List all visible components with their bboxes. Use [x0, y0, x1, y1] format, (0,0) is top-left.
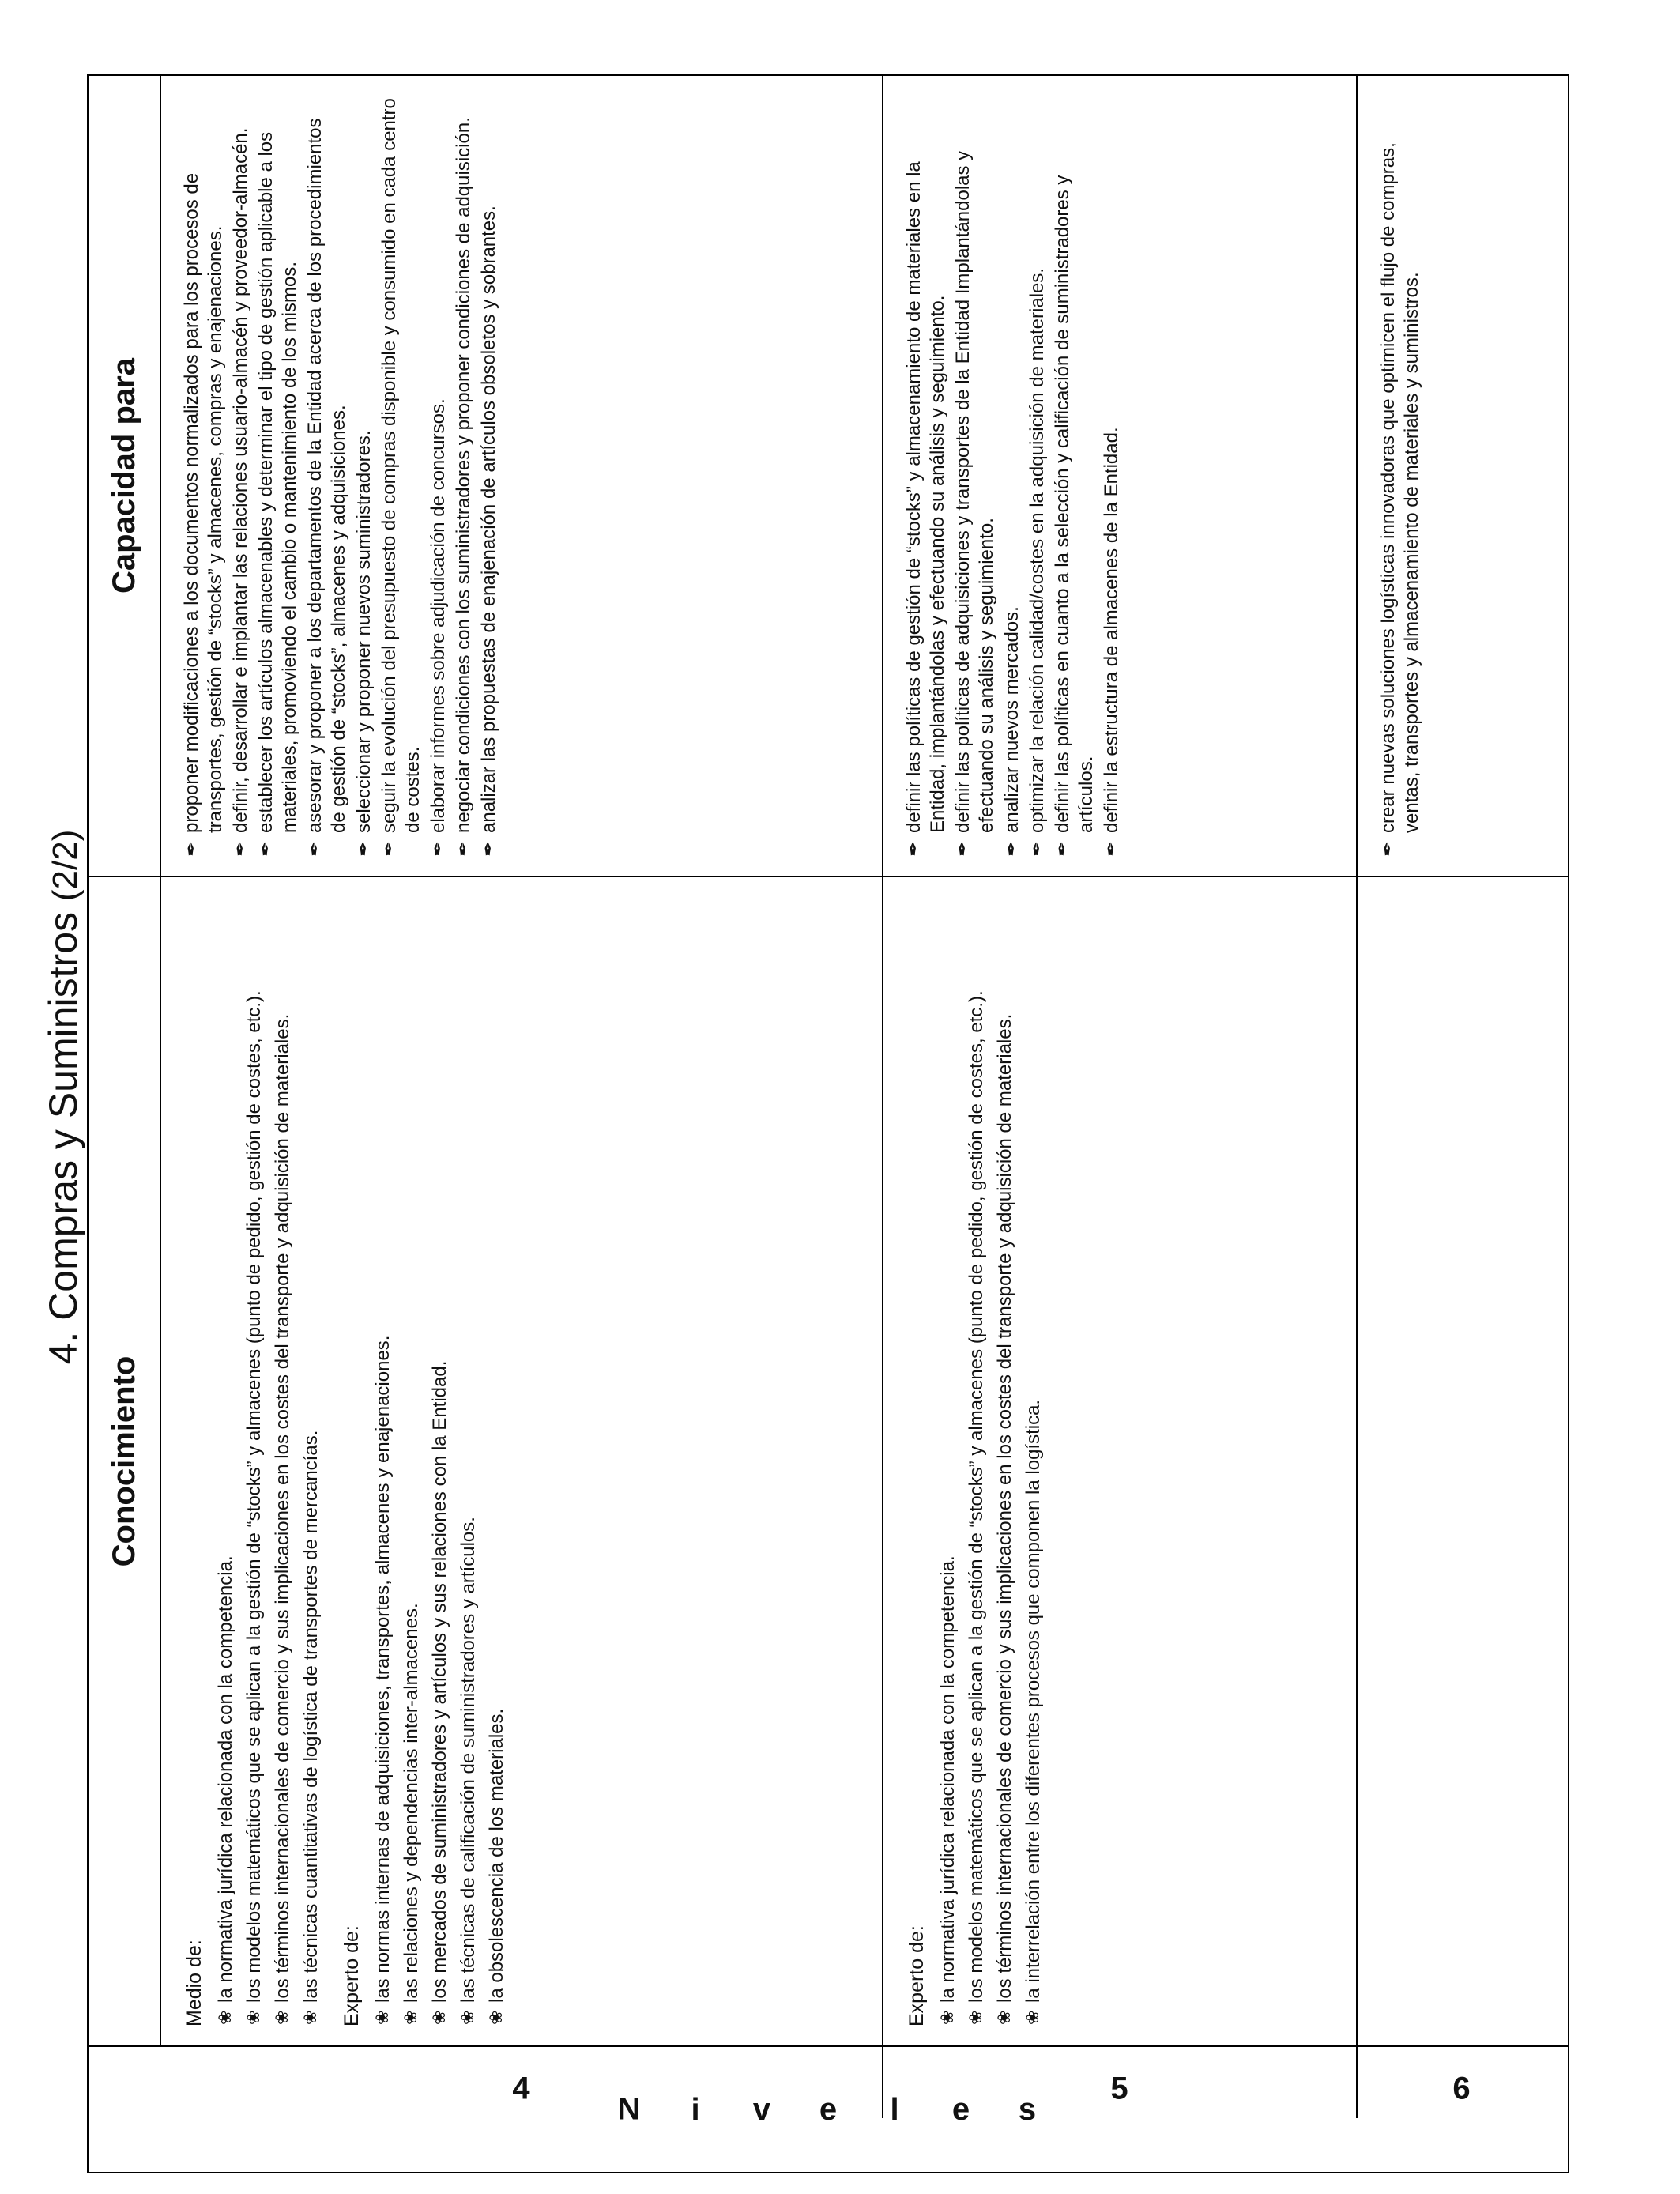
level-row-6	[1358, 76, 1568, 2045]
level-divider	[882, 2047, 883, 2118]
level-row-5	[883, 76, 1358, 2045]
capacidad-cell	[161, 76, 882, 876]
capacity-item	[951, 95, 999, 857]
pen-check-icon: ✒	[903, 840, 925, 857]
capacity-item-text: definir las políticas en cuanto a la selección y calificación de suministradores y artículos.	[1052, 175, 1097, 833]
capacidad-cell	[883, 76, 1356, 876]
knowledge-level-label: Medio de:	[183, 1940, 205, 2026]
ring-bullet-icon: ❀	[215, 2010, 235, 2025]
knowledge-item	[936, 896, 960, 2026]
knowledge-item	[214, 896, 238, 2026]
capacity-item-text: definir la estructura de almacenes de la Entidad.	[1101, 427, 1122, 833]
capacidad-cell	[1358, 76, 1568, 876]
capacity-item	[427, 95, 450, 857]
niveles-letter: e	[819, 2092, 838, 2127]
knowledge-item	[485, 896, 509, 2026]
knowledge-list	[936, 896, 1045, 2026]
ring-bullet-icon: ❀	[458, 2010, 477, 2025]
knowledge-list	[214, 896, 323, 2026]
title-suffix: (2/2)	[46, 829, 85, 902]
knowledge-item-text: la interrelación entre los diferentes procesos que componen la logística.	[1023, 1399, 1044, 2003]
knowledge-item-text: las relaciones y dependencias inter-almacenes.	[401, 1603, 422, 2003]
pen-check-icon: ✒	[478, 840, 499, 857]
level-divider	[1356, 2047, 1358, 2118]
ring-bullet-icon: ❀	[994, 2010, 1014, 2025]
level-row-4	[161, 76, 883, 2045]
capacity-item-text: establecer los artículos almacenables y determinar el tipo de gestión aplicable a los materiales, promoviendo el cambio o mantenimiento de los mismos.	[255, 131, 300, 833]
knowledge-item	[400, 896, 424, 2026]
niveles-letter: s	[1018, 2092, 1037, 2127]
knowledge-item-text: las normas internas de adquisiciones, transportes, almacenes y enajenaciones.	[372, 1335, 394, 2003]
knowledge-list	[371, 896, 509, 2026]
pen-check-icon: ✒	[428, 840, 449, 857]
ring-bullet-icon: ❀	[937, 2010, 957, 2025]
level-number: 4	[512, 2071, 530, 2106]
knowledge-level-label: Experto de:	[341, 1925, 363, 2026]
capacity-item-text: seguir la evolución del presupuesto de compras disponible y consumido en cada centro de costes.	[379, 98, 424, 833]
knowledge-item	[428, 896, 452, 2026]
capacity-list	[180, 95, 501, 857]
capacity-item	[352, 95, 376, 857]
knowledge-item	[457, 896, 480, 2026]
ring-bullet-icon: ❀	[372, 2010, 392, 2025]
knowledge-item-text: la obsolescencia de los materiales.	[486, 1708, 507, 2003]
capacity-item	[452, 95, 476, 857]
knowledge-item-text: los términos internacionales de comercio y sus implicaciones en los costes del transporte y adquisición de materiales.	[994, 1013, 1015, 2003]
niveles-letter: i	[691, 2092, 700, 2127]
capacity-list	[902, 95, 1124, 857]
ring-bullet-icon: ❀	[1023, 2010, 1042, 2025]
ring-bullet-icon: ❀	[486, 2010, 506, 2025]
pen-check-icon: ✒	[181, 840, 202, 857]
pen-check-icon: ✒	[453, 840, 474, 857]
pen-check-icon: ✒	[1052, 840, 1073, 857]
ring-bullet-icon: ❀	[272, 2010, 292, 2025]
knowledge-item-text: los mercados de suministradores y artículos y sus relaciones con la Entidad.	[429, 1360, 450, 2003]
capacity-item-text: optimizar la relación calidad/costes en la adquisición de materiales.	[1026, 267, 1048, 833]
knowledge-level-label: Experto de:	[906, 1925, 928, 2026]
conocimiento-cell	[161, 876, 882, 2045]
niveles-letter: e	[951, 2092, 970, 2127]
knowledge-item-text: la normativa jurídica relacionada con la competencia.	[937, 1555, 959, 2003]
level-number: 5	[1110, 2071, 1128, 2106]
capacity-item	[1100, 95, 1124, 857]
niveles-label	[89, 2047, 1568, 2172]
knowledge-item-text: los modelos matemáticos que se aplican a la gestión de “stocks” y almacenes (punto de pedido, gestión de costes, etc.).	[243, 990, 265, 2003]
pen-check-icon: ✒	[952, 840, 974, 857]
header-conocimiento: Conocimiento	[89, 876, 160, 2045]
capacity-item-text: definir las políticas de gestión de “stocks” y almacenamiento de materiales en la Entidad, implantándolas y efectuando su análisis y seguimiento.	[903, 161, 948, 833]
capacity-item-text: analizar las propuestas de enajenación de artículos obsoletos y sobrantes.	[478, 205, 499, 833]
pen-check-icon: ✒	[255, 840, 277, 857]
capacity-list	[1377, 95, 1424, 857]
knowledge-item	[243, 896, 266, 2026]
capacity-item	[902, 95, 950, 857]
capacity-item	[378, 95, 425, 857]
capacity-item-text: proponer modificaciones a los documentos normalizados para los procesos de transportes, gestión de “stocks” y almacenes, compras y enajenaciones.	[181, 172, 226, 833]
niveles-letter: l	[890, 2092, 899, 2127]
knowledge-item	[371, 896, 395, 2026]
level-number: 6	[1452, 2071, 1471, 2106]
capacity-item	[1026, 95, 1049, 857]
capacity-item-text: elaborar informes sobre adjudicación de concursos.	[428, 398, 449, 833]
knowledge-item-text: las técnicas cuantitativas de logística de transportes de mercancías.	[300, 1430, 322, 2003]
capacity-item-text: analizar nuevos mercados.	[1001, 606, 1023, 833]
ring-bullet-icon: ❀	[966, 2010, 985, 2025]
pen-check-icon: ✒	[1001, 840, 1023, 857]
knowledge-item	[271, 896, 295, 2026]
capacity-item-text: crear nuevas soluciones logísticas innovadoras que optimicen el flujo de compras, ventas, transportes y almacenamiento de materiales y suministros.	[1377, 142, 1422, 833]
ring-bullet-icon: ❀	[300, 2010, 320, 2025]
pen-check-icon: ✒	[230, 840, 251, 857]
ring-bullet-icon: ❀	[429, 2010, 449, 2025]
capacity-item	[303, 95, 351, 857]
capacity-item	[1377, 95, 1424, 857]
pen-check-icon: ✒	[1377, 840, 1399, 857]
knowledge-item-text: los modelos matemáticos que se aplican a la gestión de “stocks” y almacenes (punto de pedido, gestión de costes, etc.).	[966, 990, 987, 2003]
ring-bullet-icon: ❀	[243, 2010, 263, 2025]
pen-check-icon: ✒	[353, 840, 375, 857]
niveles-letter: N	[617, 2092, 641, 2128]
capacity-item	[229, 95, 253, 857]
knowledge-item	[1022, 896, 1045, 2026]
capacity-item-text: negociar condiciones con los suministradores y proponer condiciones de adquisición.	[453, 117, 474, 833]
niveles-column	[89, 2045, 1568, 2172]
capacity-item	[254, 95, 302, 857]
capacity-item	[477, 95, 501, 857]
header-capacidad: Capacidad para	[106, 358, 141, 594]
pen-check-icon: ✒	[379, 840, 400, 857]
pen-check-icon: ✒	[304, 840, 326, 857]
capacity-item	[1051, 95, 1098, 857]
ring-bullet-icon: ❀	[401, 2010, 420, 2025]
capacity-item-text: seleccionar y proponer nuevos suministradores.	[353, 430, 375, 833]
title-main: 4. Compras y Suministros	[41, 912, 85, 1365]
capacity-item-text: definir las políticas de adquisiciones y transportes de la Entidad Implantándolas y efectuando su análisis y seguimiento.	[952, 150, 997, 833]
knowledge-item	[965, 896, 989, 2026]
capacity-item-text: definir, desarrollar e implantar las relaciones usuario-almacén y proveedor-almacén.	[230, 127, 251, 833]
capacity-item-text: asesorar y proponer a los departamentos de la Entidad acerca de los procedimientos de gestión de “stocks”, almacenes y adquisiciones.	[304, 118, 349, 833]
capacity-item	[180, 95, 228, 857]
knowledge-item-text: los términos internacionales de comercio y sus implicaciones en los costes del transporte y adquisición de materiales.	[272, 1013, 293, 2003]
knowledge-item	[993, 896, 1017, 2026]
pen-check-icon: ✒	[1101, 840, 1122, 857]
niveles-letter: v	[752, 2092, 771, 2127]
pen-check-icon: ✒	[1026, 840, 1048, 857]
knowledge-item-text: la normativa jurídica relacionada con la competencia.	[215, 1555, 236, 2003]
table-header-row	[89, 76, 161, 2045]
conocimiento-cell	[1358, 876, 1568, 2045]
knowledge-item	[299, 896, 323, 2026]
conocimiento-cell	[883, 876, 1356, 2045]
capacity-item	[1000, 95, 1024, 857]
knowledge-item-text: las técnicas de calificación de suministradores y artículos.	[458, 1517, 479, 2003]
competency-table	[87, 74, 1569, 2173]
